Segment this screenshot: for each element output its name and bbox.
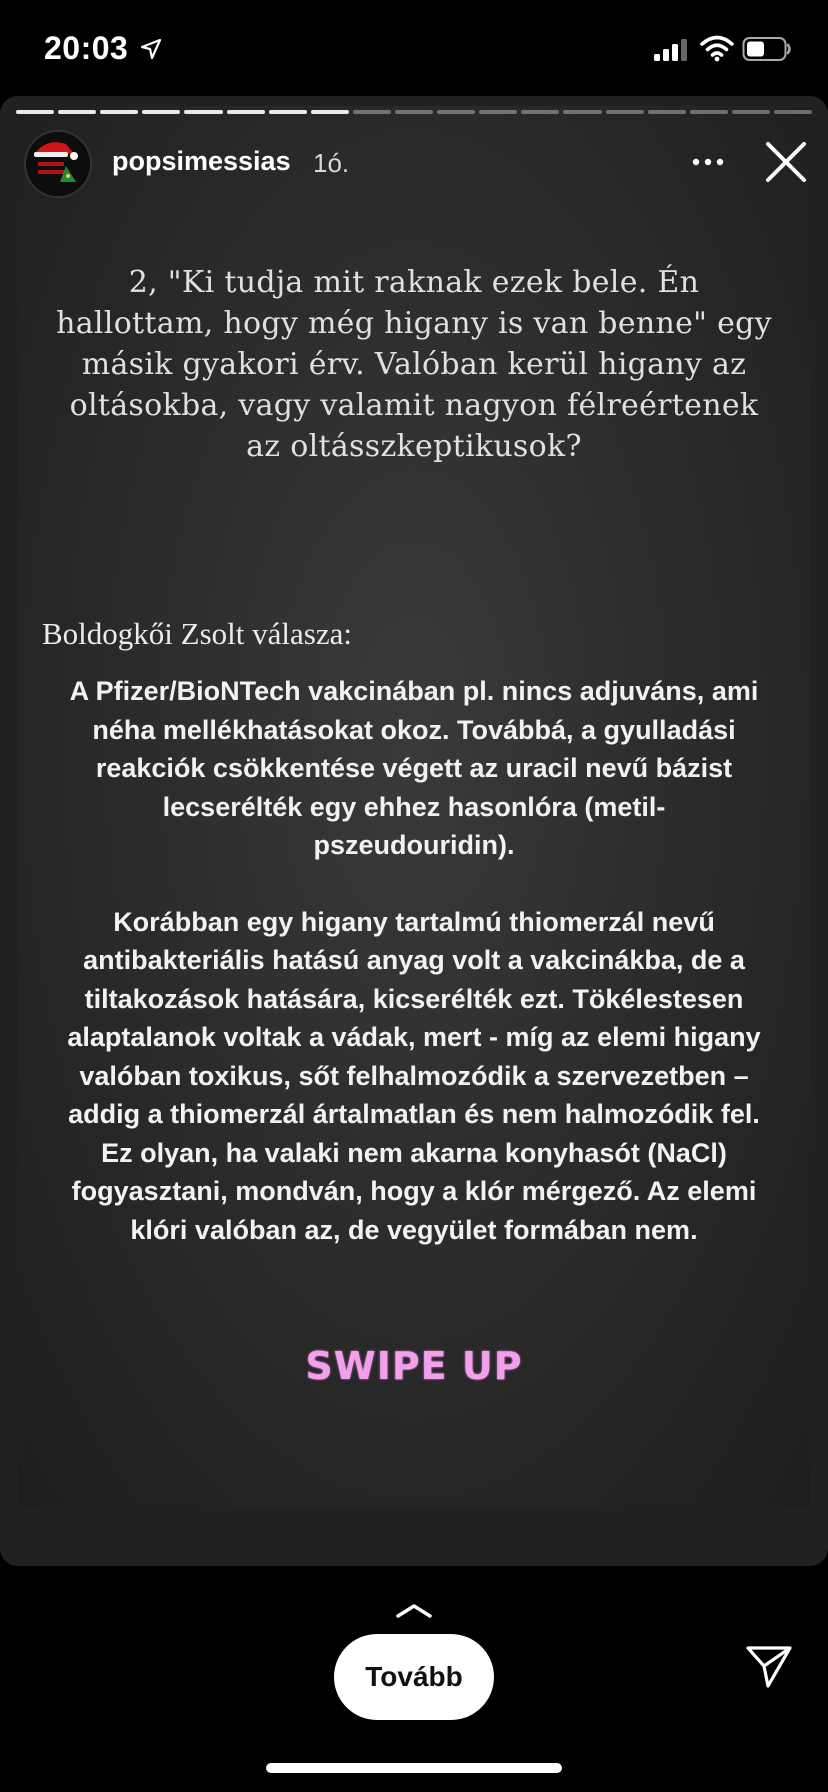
question-text: 2, "Ki tudja mit raknak ezek bele. Én hallottam, hogy még higany is van benne" egy másik gyakori érv. Valóban kerül higany az oltásokba, vagy valamit nagyon félreértenek az oltásszkeptikusok? — [56, 265, 772, 464]
close-icon[interactable] — [764, 140, 808, 184]
progress-segment — [690, 110, 728, 114]
chevron-up-icon[interactable] — [394, 1600, 434, 1620]
progress-segment — [437, 110, 475, 114]
progress-segment — [606, 110, 644, 114]
cellular-signal-icon — [652, 38, 690, 62]
home-indicator[interactable] — [266, 1763, 562, 1773]
more-button[interactable]: Tovább — [334, 1634, 494, 1720]
status-time: 20:03 — [44, 30, 129, 66]
post-time-ago: 1ó. — [313, 148, 350, 178]
progress-segment — [58, 110, 96, 114]
progress-segment — [732, 110, 770, 114]
progress-segment — [521, 110, 559, 114]
swipe-up-label[interactable]: SWIPE UP — [305, 1344, 523, 1388]
progress-segment — [16, 110, 54, 114]
avatar[interactable] — [24, 130, 92, 198]
battery-icon — [742, 36, 792, 62]
answer-paragraph: A Pfizer/BioNTech vakcinában pl. nincs adjuváns, ami néha mellékhatásokat okoz. Továbbá, a gyulladási reakciók csökkentése végett az uracil nevű bázist lecserélték egy ehhez hasonlóra (metil-pszeudouridin). — [69, 676, 759, 860]
avatar-santa-logo-icon — [26, 132, 90, 196]
story-progress-bar — [16, 110, 812, 114]
answer-paragraph: Korábban egy higany tartalmú thiomerzál nevű antibakteriális hatású anyag volt a vakcinákba, de a tiltakozások hatására, kicserélték ezt. Tökélestesen alaptalanok voltak a vádak, mert - míg az elemi higany valóban toxikus, sőt felhalmozódik a szervezetben – addig a thiomerzál ártalmatlan és nem halmozódik fel. Ez olyan, ha valaki nem akarna konyhasót (NaCl) fogyasztani, mondván, hogy a klór mérgező. Az elemi klóri valóban az, de vegyület formában nem. — [67, 906, 761, 1245]
progress-segment — [100, 110, 138, 114]
progress-segment — [142, 110, 180, 114]
location-arrow-icon — [140, 38, 162, 60]
progress-segment — [774, 110, 812, 114]
progress-segment — [227, 110, 265, 114]
story-header — [0, 130, 828, 200]
more-horizontal-icon[interactable] — [690, 152, 726, 172]
progress-segment — [479, 110, 517, 114]
progress-segment — [648, 110, 686, 114]
progress-segment — [395, 110, 433, 114]
answer-body — [64, 672, 764, 1249]
progress-segment — [269, 110, 307, 114]
send-paper-plane-icon[interactable] — [744, 1642, 794, 1690]
progress-segment — [563, 110, 601, 114]
progress-segment — [311, 110, 349, 114]
status-bar — [0, 0, 828, 96]
wifi-icon — [700, 34, 734, 62]
answer-heading: Boldogkői Zsolt válasza: — [42, 616, 352, 651]
story-card[interactable] — [0, 96, 828, 1566]
progress-segment — [353, 110, 391, 114]
username[interactable]: popsimessias — [112, 146, 291, 176]
progress-segment — [184, 110, 222, 114]
